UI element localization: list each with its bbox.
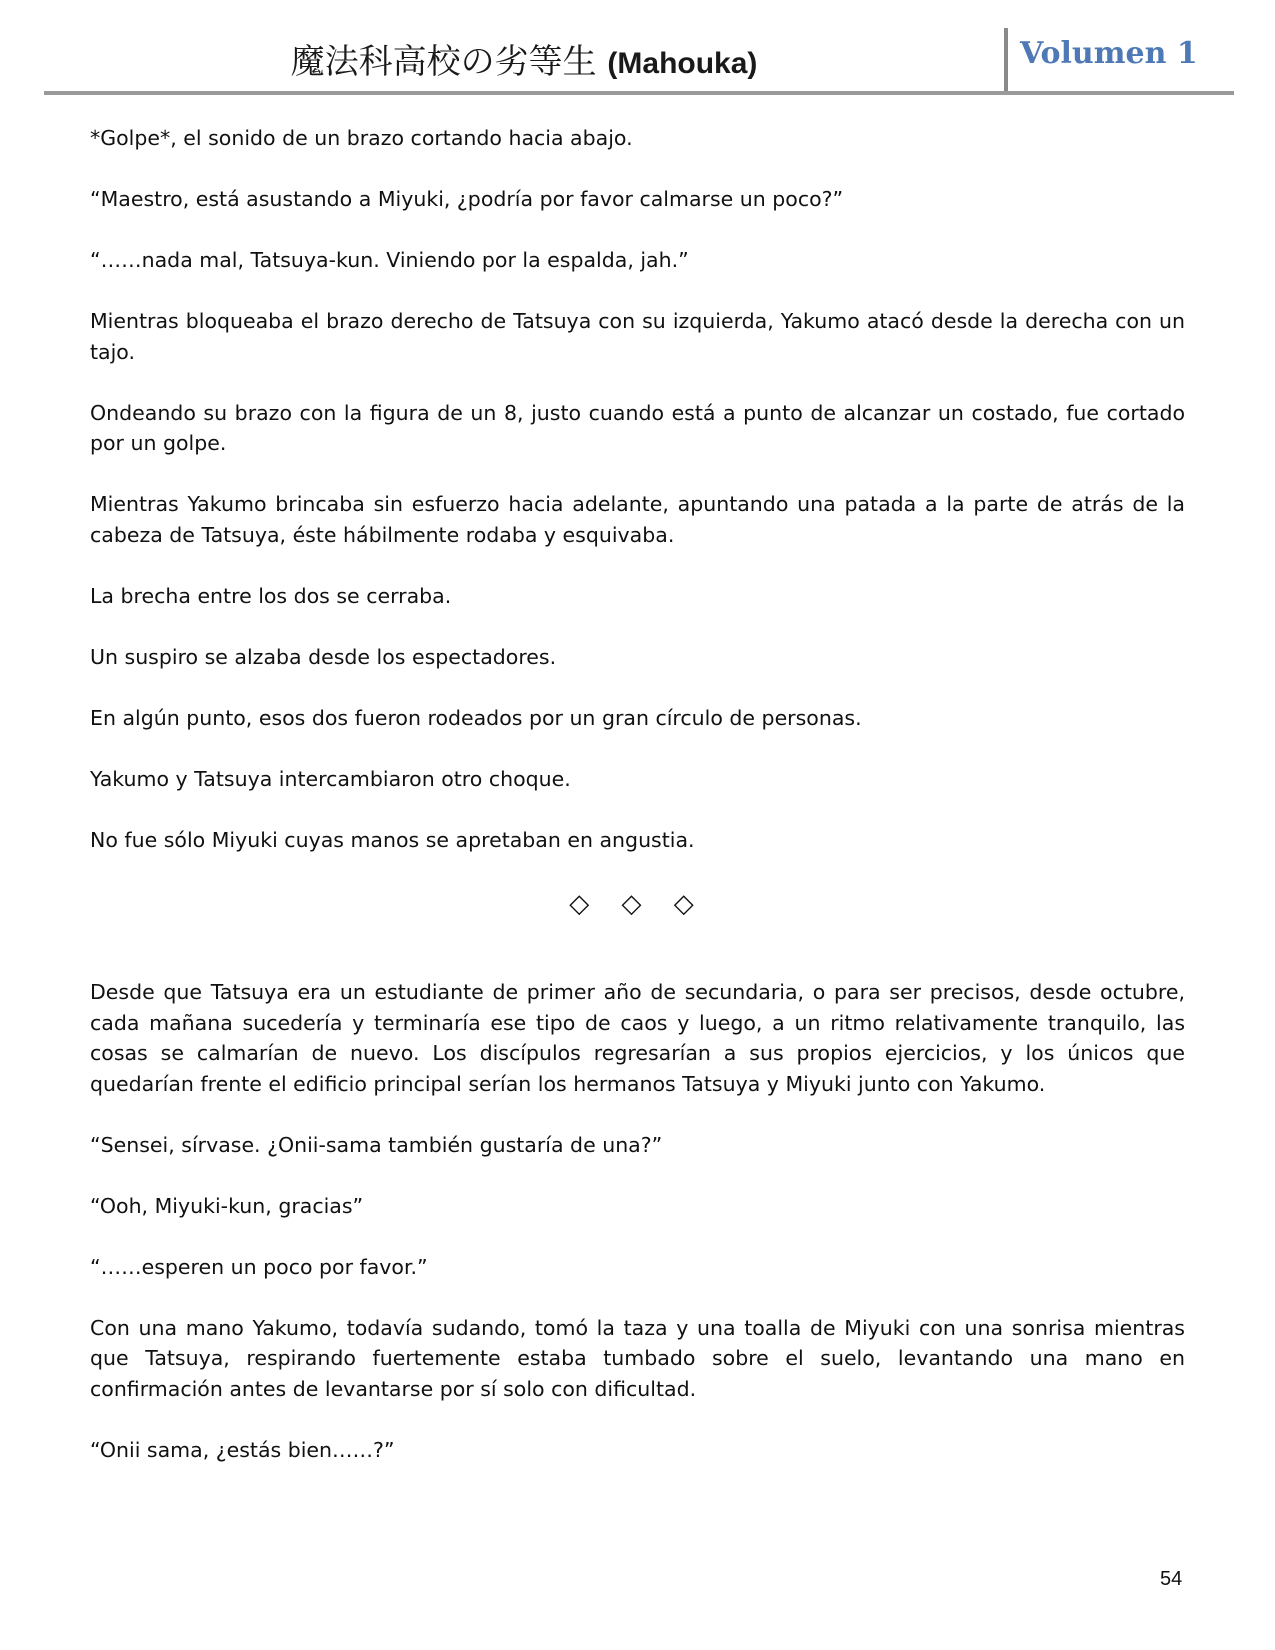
header-rule (44, 91, 1234, 95)
header-title (44, 34, 1004, 83)
page-header (44, 28, 1234, 92)
page-number: 54 (1160, 1568, 1183, 1590)
page-body (90, 123, 1185, 1496)
paragraph: “……nada mal, Tatsuya-kun. Viniendo por la espalda, jah.” (90, 248, 689, 272)
paragraph: “Maestro, está asustando a Miyuki, ¿podría por favor calmarse un poco?” (90, 187, 844, 211)
header-title-japanese: 魔法科高校の劣等生 (290, 42, 597, 82)
paragraph: Mientras Yakumo brincaba sin esfuerzo hacia adelante, apuntando una patada a la parte de atrás de la cabeza de Tatsuya, éste hábilmente rodaba y esquivaba. (90, 492, 1185, 547)
paragraph: En algún punto, esos dos fueron rodeados por un gran círculo de personas. (90, 705, 862, 730)
paragraph: Con una mano Yakumo, todavía sudando, tomó la taza y una toalla de Miyuki con una sonrisa mientras que Tatsuya, respirando fuertemente estaba tumbado sobre el suelo, levantando una mano en confirmación antes de levantarse por sí solo con dificultad. (90, 1315, 1185, 1401)
paragraph: “Onii sama, ¿estás bien……?” (90, 1437, 395, 1462)
header-divider (1004, 28, 1008, 92)
paragraph: “Sensei, sírvase. ¿Onii-sama también gustaría de una?” (90, 1132, 663, 1157)
paragraph: “Ooh, Miyuki-kun, gracias” (90, 1193, 364, 1218)
paragraph: “……esperen un poco por favor.” (90, 1254, 428, 1279)
paragraph: Desde que Tatsuya era un estudiante de primer año de secundaria, o para ser precisos, desde octubre, cada mañana sucedería y terminaría ese tipo de caos y luego, a un ritmo relativamente tranquilo, las cosas se calmarían de nuevo. Los discípulos regresarían a sus propios ejercicios, y los únicos que quedarían frente el edificio principal serían los hermanos Tatsuya y Miyuki junto con Yakumo. (90, 980, 1185, 1096)
paragraph: Un suspiro se alzaba desde los espectadores. (90, 644, 557, 669)
paragraph: Ondeando su brazo con la figura de un 8, justo cuando está a punto de alcanzar un costado, fue cortado por un golpe. (90, 400, 1185, 455)
header-title-latin: (Mahouka) (607, 47, 758, 80)
paragraph: Yakumo y Tatsuya intercambiaron otro choque. (90, 766, 571, 791)
paragraph: La brecha entre los dos se cerraba. (90, 583, 452, 608)
paragraph: *Golpe*, el sonido de un brazo cortando hacia abajo. (90, 126, 633, 150)
scene-break-separator: ◇ ◇ ◇ (569, 889, 706, 919)
header-volume: Volumen 1 (1020, 36, 1198, 71)
paragraph: Mientras bloqueaba el brazo derecho de Tatsuya con su izquierda, Yakumo atacó desde la derecha con un tajo. (90, 309, 1185, 364)
paragraph: No fue sólo Miyuki cuyas manos se apretaban en angustia. (90, 827, 695, 852)
